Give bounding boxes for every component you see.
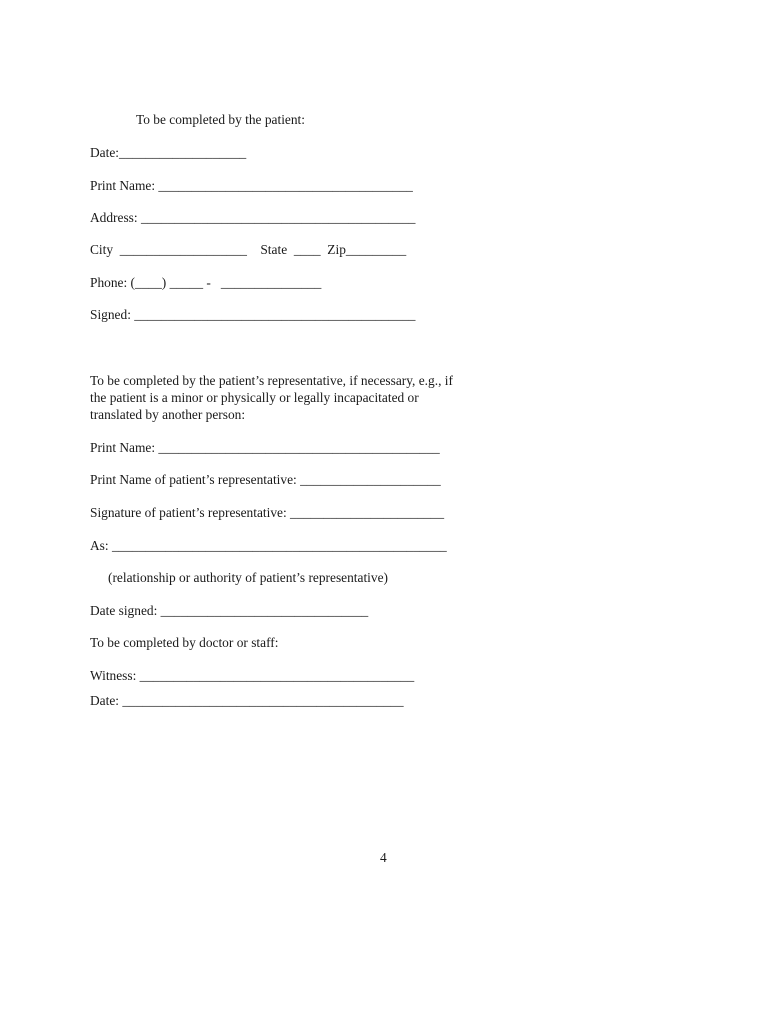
patient-city-state-zip-field[interactable]: City ___________________ State ____ Zip_________ bbox=[90, 242, 407, 257]
page-number: 4 bbox=[380, 850, 387, 865]
representative-name-field[interactable]: Print Name of patient’s representative: _____________________ bbox=[90, 472, 441, 487]
patient-signature-field[interactable]: Signed: __________________________________________ bbox=[90, 307, 416, 322]
representative-as-field[interactable]: As: __________________________________________________ bbox=[90, 538, 447, 553]
representative-print-name-field[interactable]: Print Name: __________________________________________ bbox=[90, 440, 440, 455]
staff-section-heading: To be completed by doctor or staff: bbox=[90, 635, 279, 650]
patient-address-field[interactable]: Address: _________________________________________ bbox=[90, 210, 416, 225]
representative-intro-line: translated by another person: bbox=[90, 407, 246, 422]
representative-intro-line: the patient is a minor or physically or legally incapacitated or bbox=[90, 390, 419, 405]
patient-phone-field[interactable]: Phone: (____) _____ - _______________ bbox=[90, 275, 322, 290]
representative-intro-line: To be completed by the patient’s representative, if necessary, e.g., if bbox=[90, 373, 453, 388]
representative-date-signed-field[interactable]: Date signed: _______________________________ bbox=[90, 603, 369, 618]
patient-print-name-field[interactable]: Print Name: ______________________________________ bbox=[90, 178, 413, 193]
patient-date-field[interactable]: Date:___________________ bbox=[90, 145, 247, 160]
patient-section-heading: To be completed by the patient: bbox=[136, 112, 305, 127]
representative-section-intro bbox=[90, 372, 510, 423]
representative-signature-field[interactable]: Signature of patient’s representative: _______________________ bbox=[90, 505, 445, 520]
staff-witness-field[interactable]: Witness: _________________________________________ bbox=[90, 668, 415, 683]
representative-as-note: (relationship or authority of patient’s representative) bbox=[108, 570, 388, 585]
staff-date-field[interactable]: Date: __________________________________________ bbox=[90, 693, 404, 708]
